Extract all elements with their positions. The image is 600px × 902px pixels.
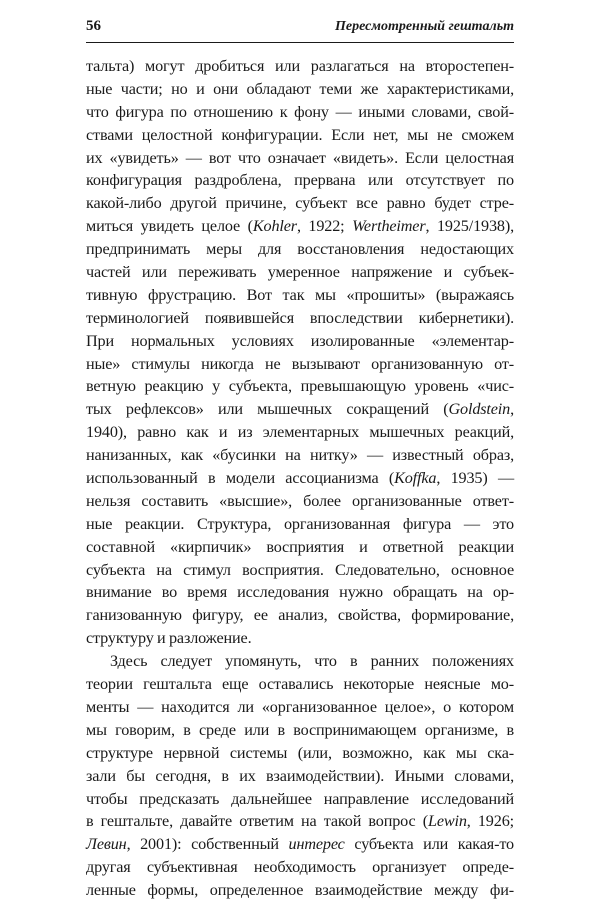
page-number: 56: [86, 18, 101, 34]
citation-text: Wertheimer: [352, 217, 426, 236]
line-text: какой-либо другой причине, субъект все равно будет стре-: [86, 194, 514, 213]
line-text: другая субъективная необходимость организует опреде-: [86, 858, 514, 877]
line-text: ные части; но и они обладают теми же характеристиками,: [86, 79, 514, 98]
text-line: [86, 536, 514, 559]
text-line: [86, 375, 514, 398]
line-text: структуру и разложение.: [86, 629, 252, 648]
text-line: [86, 559, 514, 582]
text-line: [86, 147, 514, 170]
line-text: теории гештальта еще оставались некоторые неясные мо-: [86, 675, 514, 694]
line-text: их «увидеть» — вот что означает «видеть». Если целостная: [86, 148, 514, 167]
text-line: [86, 581, 514, 604]
text-line: [86, 353, 514, 376]
line-text: частей или переживать умеренное напряжение и субъек-: [86, 263, 514, 282]
text-line: [86, 650, 514, 673]
header-rule: [86, 42, 514, 43]
line-text: ветную реакцию у субъекта, превышающую уровень «чис-: [86, 377, 514, 396]
line-text: , 1922;: [296, 217, 353, 236]
line-text: , 1925/1938),: [425, 217, 514, 236]
line-text: нанизанных, как «бусинки на нитку» — известный образ,: [86, 446, 514, 465]
text-line: [86, 490, 514, 513]
line-text: , 1935) —: [436, 469, 514, 488]
text-line: [86, 78, 514, 101]
line-text: конфигурация раздроблена, прервана или отсутствует по: [86, 171, 514, 190]
text-line: [86, 765, 514, 788]
text-line: [86, 673, 514, 696]
text-line: [86, 421, 514, 444]
text-line: [86, 810, 514, 833]
line-text: субъекта или какая-то: [344, 835, 514, 854]
line-text: внимание во время исследования нужно обращать на ор-: [86, 583, 514, 602]
citation-text: Lewin: [427, 812, 467, 831]
text-line: [86, 856, 514, 879]
line-text: тых рефлексов» или мышечных сокращений (: [86, 400, 449, 419]
line-text: тивную фрустрацию. Вот так мы «прошиты» (выражаясь: [86, 285, 514, 304]
line-text: Здесь следует упомянуть, что в ранних положениях: [110, 652, 514, 671]
running-title: Пересмотренный гештальт: [335, 19, 514, 34]
text-line: [86, 719, 514, 742]
line-text: ствами целостной конфигурации. Если нет, мы не сможем: [86, 125, 514, 144]
line-text: ,: [510, 400, 514, 419]
running-header: [0, 0, 600, 50]
body-text: [86, 55, 514, 902]
line-text: структуре нервной системы (или, возможно, как мы ска-: [86, 743, 514, 762]
text-line: [86, 307, 514, 330]
line-text: мы говорим, в среде или в воспринимающем организме, в: [86, 720, 514, 739]
line-text: ные реакции. Структура, организованная фигура — это: [86, 514, 514, 533]
text-line: [86, 444, 514, 467]
line-text: При нормальных условиях изолированные «элементар-: [86, 331, 514, 350]
citation-text: Левин: [86, 835, 127, 854]
line-text: тальта) могут дробиться или разлагаться на второстепен-: [86, 57, 514, 75]
text-line: [86, 788, 514, 811]
text-line: [86, 55, 514, 78]
line-text: нельзя составить «высшие», более организованные ответ-: [86, 491, 514, 510]
line-text: чтобы предсказать дальнейшее направление исследований: [86, 789, 514, 808]
line-text: миться увидеть целое (: [86, 217, 253, 236]
text-line: [86, 192, 514, 215]
line-text: субъекта на стимул восприятия. Следовательно, основное: [86, 560, 514, 579]
text-line: [86, 215, 514, 238]
citation-text: Goldstein: [448, 400, 511, 419]
text-line: [86, 169, 514, 192]
line-text: что фигура по отношению к фону — иными словами, свой-: [86, 102, 514, 121]
line-text: , 1926;: [466, 812, 514, 831]
text-line: [86, 627, 514, 650]
citation-text: интерес: [288, 835, 345, 854]
text-line: [86, 833, 514, 856]
line-text: ганизованную фигуру, ее анализ, свойства, формирование,: [86, 606, 514, 625]
line-text: составной «кирпичик» восприятия и ответной реакции: [86, 537, 514, 556]
text-line: [86, 467, 514, 490]
text-line: [86, 398, 514, 421]
text-line: [86, 238, 514, 261]
line-text: терминологией появившейся впоследствии кибернетики).: [86, 308, 514, 327]
text-line: [86, 604, 514, 627]
text-line: [86, 284, 514, 307]
text-line: [86, 879, 514, 902]
text-line: [86, 513, 514, 536]
line-text: , 2001): собственный: [126, 835, 289, 854]
citation-text: Koffka: [394, 469, 437, 488]
line-text: использованный в модели ассоцианизма (: [86, 469, 395, 488]
line-text: ленные формы, определенное взаимодействие между фи-: [86, 881, 514, 900]
line-text: предпринимать меры для восстановления недостающих: [86, 240, 514, 259]
text-line: [86, 742, 514, 765]
text-line: [86, 101, 514, 124]
line-text: 1940), равно как и из элементарных мышечных реакций,: [86, 423, 514, 442]
text-line: [86, 124, 514, 147]
citation-text: Kohler: [252, 217, 297, 236]
line-text: менты — находится ли «организованное целое», о котором: [86, 697, 514, 716]
text-line: [86, 330, 514, 353]
text-line: [86, 696, 514, 719]
text-line: [86, 261, 514, 284]
line-text: в гештальте, давайте ответим на такой вопрос (: [86, 812, 428, 831]
line-text: ные» стимулы никогда не вызывают организованную от-: [86, 354, 514, 373]
line-text: зали бы сегодня, в их взаимодействии). Иными словами,: [86, 766, 514, 785]
